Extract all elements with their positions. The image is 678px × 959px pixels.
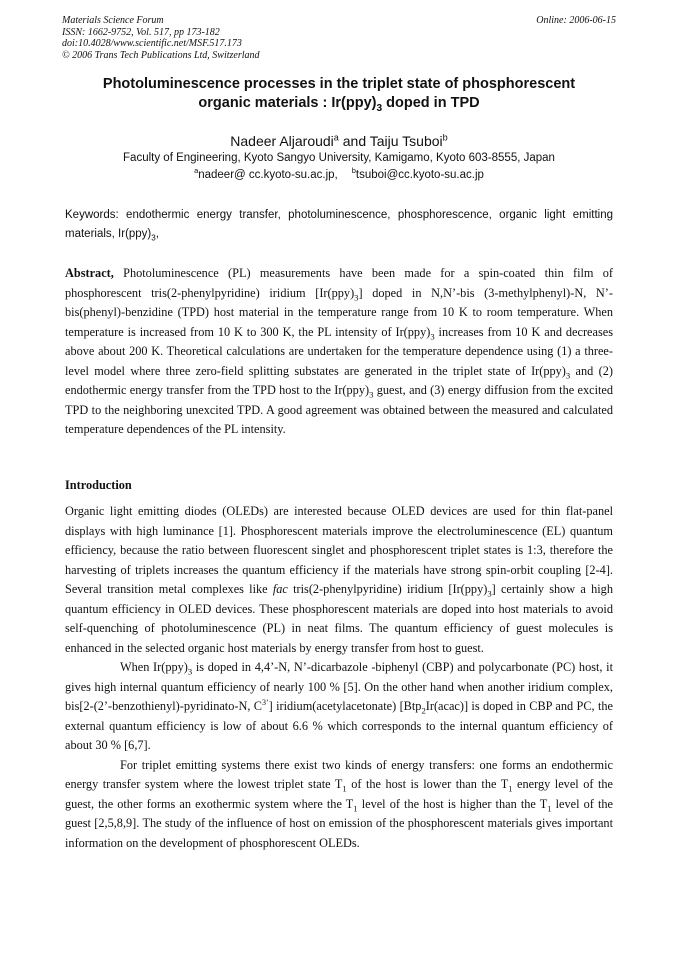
author-superscript: b (442, 132, 448, 143)
subscript: 1 (547, 802, 552, 813)
paragraph (65, 658, 613, 756)
abstract-text: guest, and (3) energy diffusion from the excited TPD to the neighboring unexcited TPD. A good agreement was obtained between the measured and calculated temperature dependences of the PL intensity. (65, 383, 614, 436)
affiliation: Faculty of Engineering, Kyoto Sangyo University, Kamigamo, Kyoto 603-8555, Japan (123, 152, 555, 164)
paragraph-text: level of the host is higher than the T (357, 796, 548, 811)
abstract-subscript: 3 (565, 369, 571, 380)
abstract-subscript: 3 (369, 389, 374, 400)
paragraph-text: energy level of the guest, the other forms an exothermic system where the T (65, 777, 613, 811)
journal-header (62, 15, 260, 61)
paper-title (62, 75, 616, 113)
authors (62, 133, 616, 149)
email-superscript: a (194, 166, 199, 176)
paragraph-text: level of the guest [2,5,8,9]. The study of the influence of host on emission of the phosphorescent materials gives important information on the development of phosphorescent OLEDs. (65, 796, 613, 850)
issn-line: ISSN: 1662-9752, Vol. 517, pp 173-182 (62, 26, 220, 38)
superscript: 3’ (261, 697, 269, 707)
subscript: 3 (187, 666, 193, 677)
paragraph-text: For triplet emitting systems there exist two kinds of energy transfers: one forms an endothermic energy transfer system where the lowest triplet state T (65, 757, 613, 791)
subscript: 1 (353, 802, 358, 813)
abstract-subscript: 3 (430, 330, 435, 341)
paragraph (65, 502, 613, 658)
abstract-text: increases from 10 K and decreases above about 200 K. Theoretical calculations are undertaken for the temperature dependence using (1) a three-level model where three zero-field splitting substates are generated in the triplet state of Ir(ppy) (65, 324, 613, 378)
subscript: 3 (487, 588, 492, 599)
introduction-body (65, 502, 613, 853)
keywords-tail: , (155, 228, 159, 240)
title-text: doped in TPD (382, 95, 480, 111)
subscript: 1 (508, 783, 513, 794)
author-superscript: a (333, 132, 339, 143)
online-date: Online: 2006-06-15 (536, 15, 616, 26)
author-name: Taiju Tsuboi (369, 133, 443, 149)
paragraph-text: of the host is lower than the T (346, 777, 509, 791)
paragraph-text: ] certainly show a high quantum efficiency in OLED devices. These phosphorescent materials are doped into host materials to avoid self-quenching of photoluminescence (PL) in neat films. The quantum efficiency of guest molecules is enhanced in the selected organic host materials by energy transfer from host to guest. (65, 582, 613, 655)
paragraph-text: ] iridium(acetylacetonate) [Btp (268, 699, 422, 713)
keywords-subscript: 3 (151, 233, 156, 243)
paragraph (65, 756, 613, 854)
paragraph-text: Ir(acac)] is doped in CBP and PC, the external quantum efficiency is low of about 6.6 % which corresponds to the internal quantum efficiency of about 30 % [6,7]. (65, 699, 613, 752)
abstract-label: Abstract, (65, 266, 114, 280)
title-subscript: 3 (376, 102, 383, 114)
italic-term: fac (272, 582, 288, 596)
copyright-line: © 2006 Trans Tech Publications Ltd, Switzerland (62, 49, 260, 61)
keywords (65, 206, 613, 244)
subscript: 1 (342, 783, 347, 794)
title-line-1: Photoluminescence processes in the triplet state of phosphorescent (102, 76, 576, 92)
subscript: 2 (421, 705, 426, 716)
abstract (65, 264, 613, 440)
keywords-text: Keywords: endothermic energy transfer, photoluminescence, phosphorescence, organic light emitting materials, Ir(ppy) (65, 209, 613, 240)
abstract-text: and (2) endothermic energy transfer from the TPD host to the Ir(ppy) (65, 363, 613, 397)
doi-line: doi:10.4028/www.scientific.net/MSF.517.173 (62, 38, 242, 49)
abstract-text: Photoluminescence (PL) measurements have been made for a spin-coated thin film of phosphorescent tris(2-phenylpyridine) iridium [Ir(ppy) (65, 266, 613, 300)
title-line-2 (62, 94, 616, 113)
abstract-text: ] doped in N,N’-bis (3-methylphenyl)-N, N’-bis(phenyl)-benzidine (TPD) host material in the temperature range from 10 K to room temperature. When temperature is increased from 10 K to 300 K, the PL intensity of Ir(ppy) (65, 285, 613, 339)
paragraph-text: When Ir(ppy) (120, 660, 188, 674)
email-link[interactable]: nadeer@ cc.kyoto-su.ac.jp, (198, 169, 338, 181)
paragraph-text: tris(2-phenylpyridine) iridium [Ir(ppy) (287, 582, 488, 596)
author-emails (62, 166, 616, 181)
section-heading-introduction: Introduction (65, 478, 132, 492)
paragraph-text: is doped in 4,4’-N, N’-dicarbazole -biphenyl (CBP) and polycarbonate (PC) host, it gives high internal quantum efficiency of nearly 100 % [5]. On the other hand when another iridium complex, bis[2-(2’-benzothienyl)-pyridinato-N, C (65, 660, 614, 713)
author-name: Nadeer Aljaroudi (230, 133, 334, 149)
paragraph-text: Organic light emitting diodes (OLEDs) are interested because OLED devices are used for thin flat-panel displays with high luminance [1]. Phosphorescent materials improve the electroluminescence (EL) quantum efficiency, because the ratio between fluorescent singlet and phosphorescent triplet states is 1:3, therefore the harvesting of triplets increases the quantum efficiency if the materials have strong spin-orbit coupling [2-4]. Several transition metal complexes like (65, 504, 613, 596)
email-link[interactable]: tsuboi@cc.kyoto-su.ac.jp (355, 169, 484, 181)
title-text: organic materials : Ir(ppy) (198, 95, 377, 111)
email-superscript: b (351, 166, 356, 176)
journal-name: Materials Science Forum (62, 15, 164, 26)
author-separator: and (338, 133, 370, 149)
abstract-subscript: 3 (354, 291, 359, 302)
